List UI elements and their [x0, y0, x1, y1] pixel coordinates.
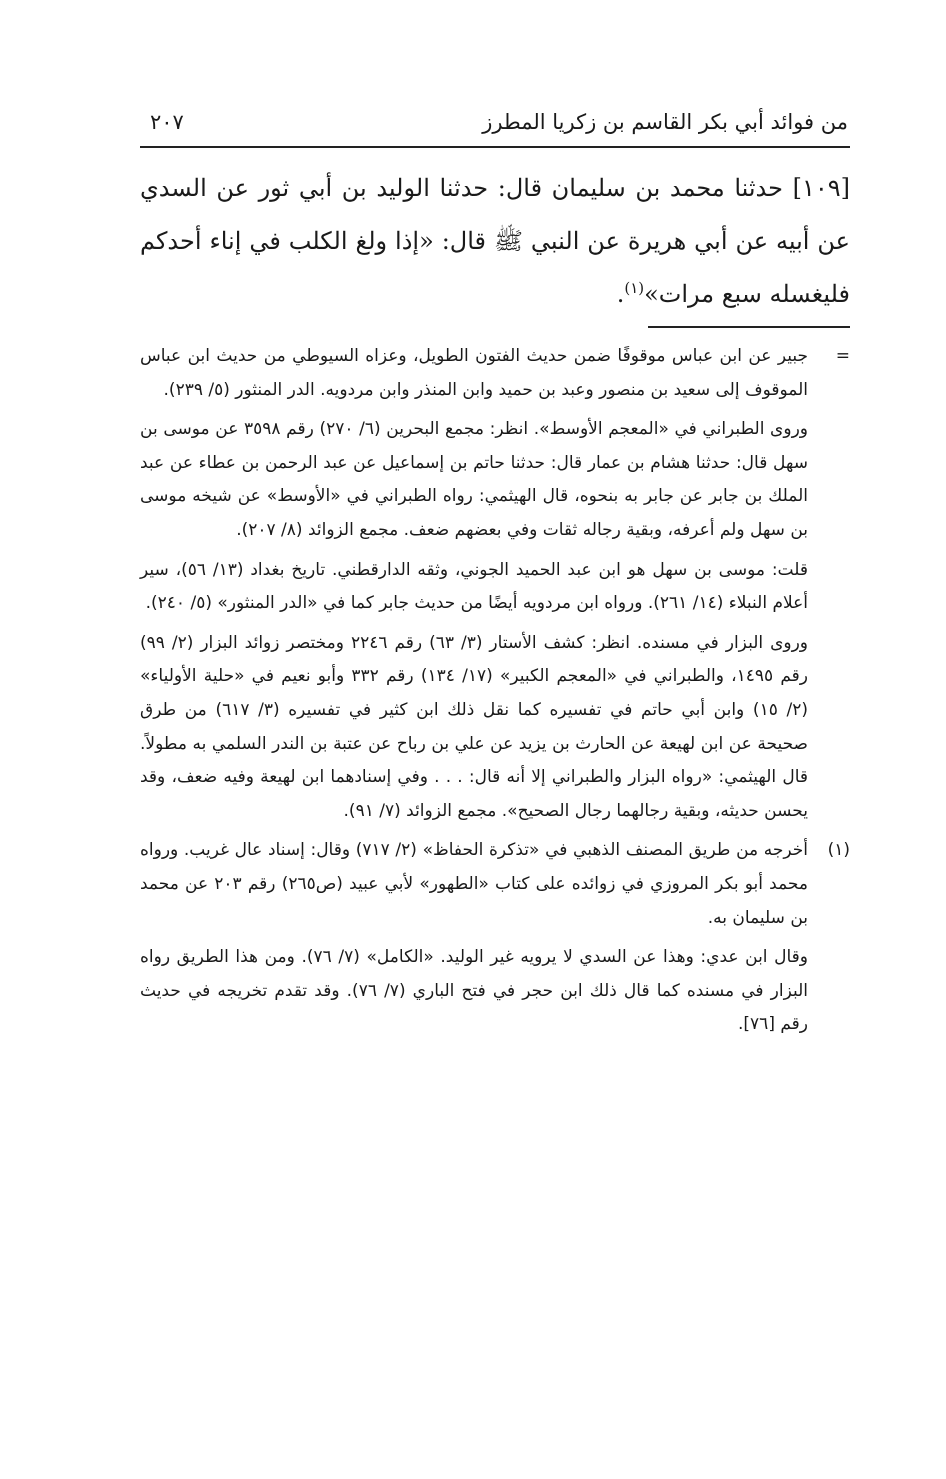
hadith-end: . [616, 280, 625, 308]
hadith-text [140, 162, 850, 321]
footnote-reference: (١) [624, 279, 645, 297]
footnote-text: أخرجه من طريق المصنف الذهبي في «تذكرة الحفاظ» (٢/ ٧١٧) وقال: إسناد عال غريب. ورواه محمد أبو بكر المروزي في زوائده على كتاب «الطهور» لأبي عبيد (ص٢٦٥) رقم ٢٠٣ عن محمد بن سليمان به. [140, 840, 809, 928]
footnote-text: جبير عن ابن عباس موقوفًا ضمن حديث الفتون الطويل، وعزاه السيوطي من حديث ابن عباس الموقوف إلى سعيد بن منصور وعبد بن حميد وابن المنذر وابن مردويه. الدر المنثور (٥/ ٢٣٩). [140, 346, 808, 400]
footnote-paragraph [140, 413, 850, 547]
footnote-number: (١) [827, 840, 850, 861]
hadith-body: [١٠٩] حدثنا محمد بن سليمان قال: حدثنا الوليد بن أبي ثور عن السدي عن أبيه عن أبي هريرة عن النبي ﷺ قال: «إذا ولغ الكلب في إناء أحدكم فليغسله سبع مرات» [140, 174, 850, 308]
footnote-paragraph [140, 340, 850, 407]
footnote-paragraph [140, 627, 850, 829]
page-number: ٢٠٧ [150, 110, 184, 134]
footnote-text: وقال ابن عدي: وهذا عن السدي لا يرويه غير الوليد. «الكامل» (٧/ ٧٦). ومن هذا الطريق رواه البزار في مسنده كما قال ذلك ابن حجر في فتح الباري (٧/ ٧٦). وقد تقدم تخريجه في حديث رقم [٧٦]. [140, 947, 808, 1035]
footnote-text: قلت: موسى بن سهل هو ابن عبد الحميد الجوني، وثقه الدارقطني. تاريخ بغداد (١٣/ ٥٦)، سير أعلام النبلاء (١٤/ ٢٦١). ورواه ابن مردويه أيضًا من حديث جابر كما في «الدر المنثور» (٥/ ٢٤٠). [140, 559, 809, 614]
footnote-paragraph [140, 834, 850, 935]
footnote-text: وروى البزار في مسنده. انظر: كشف الأستار (٣/ ٦٣) رقم ٢٢٤٦ ومختصر زوائد البزار (٢/ ٩٩) رقم ١٤٩٥، والطبراني في «المعجم الكبير» (١٧/ ١٣٤) رقم ٣٣٢ وأبو نعيم في «حلية الأولياء» (٢/ ١٥) وابن أبي حاتم في تفسيره كما نقل ذلك ابن كثير في تفسيره (٣/ ٦١٧) من طرق صحيحة عن ابن لهيعة عن الحارث بن يزيد عن علي بن رباح عن عتبة بن الندر السلمي به مطولاً. قال الهيثمي: «رواه البزار والطبراني إلا أنه قال: . . . وفي إسنادهما ابن لهيعة وفيه ضعف، وقد يحسن حديثه، وبقية رجالهما رجال الصحيح». مجمع الزوائد (٧/ ٩١). [140, 632, 809, 821]
header-title: من فوائد أبي بكر القاسم بن زكريا المطرز [482, 110, 848, 134]
footnote-separator [648, 326, 850, 328]
footnote-paragraph [140, 941, 850, 1042]
footnote-continuation-marker: = [835, 346, 850, 366]
hadith-paragraph [140, 162, 850, 321]
footnotes [140, 340, 850, 1042]
footnote-text: وروى الطبراني في «المعجم الأوسط». انظر: مجمع البحرين (٦/ ٢٧٠) رقم ٣٥٩٨ عن موسى بن سهل قال: حدثنا هشام بن عمار قال: حدثنا حاتم بن إسماعيل عن عبد الرحمن بن عطاء عن عبد الملك بن جابر عن جابر به بنحوه، قال الهيثمي: رواه الطبراني في «الأوسط» عن شيخه موسى بن سهل ولم أعرفه، وبقية رجاله ثقات وفي بعضهم ضعف. مجمع الزوائد (٨/ ٢٠٧). [140, 419, 808, 540]
footnote-paragraph [140, 554, 850, 621]
running-header [140, 106, 850, 148]
